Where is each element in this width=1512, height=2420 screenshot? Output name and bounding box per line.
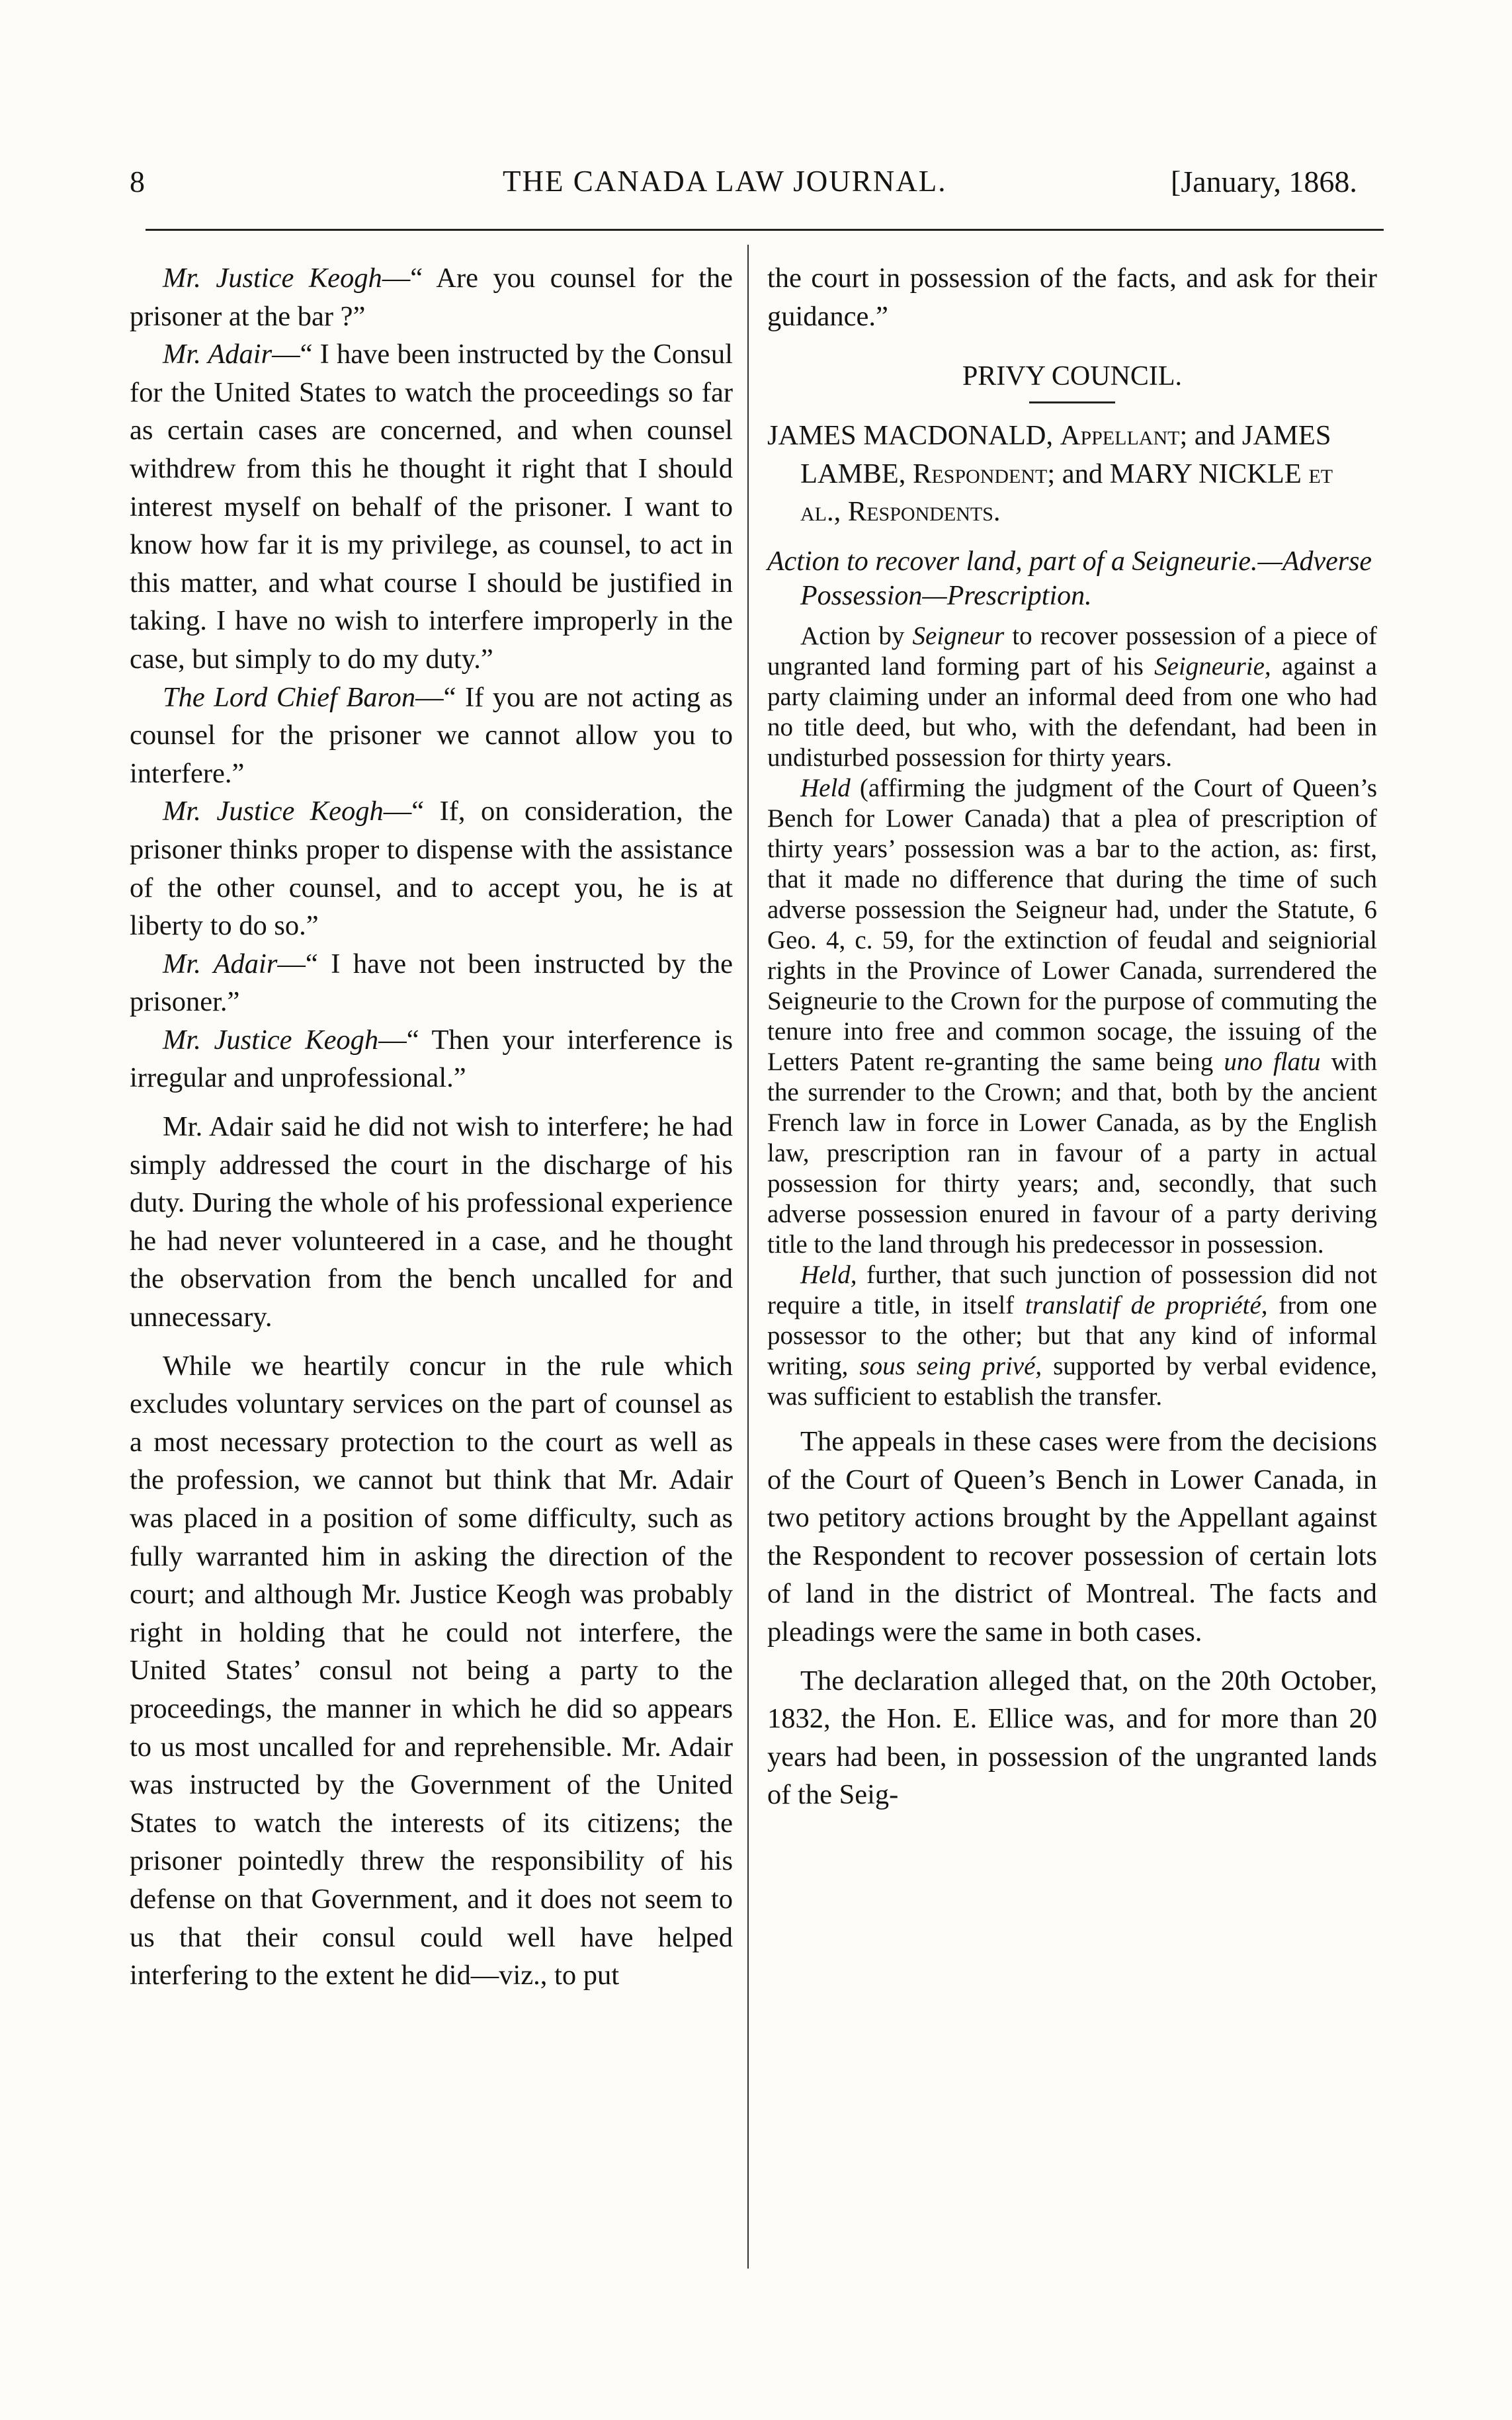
dialogue-text: —“ If you are not acting as counsel for the prisoner we cannot allow you to interfere.” bbox=[130, 681, 733, 789]
editorial-paragraph: While we heartily concur in the rule which excludes voluntary services on the part of counsel as a most necessary protection to the court as well as the profession, we cannot but think that Mr. Adair was placed in a position of some difficulty, such as fully warranted him in asking the direction of the court; and although Mr. Justice Keogh was probably right in holding that he could not interfere, the United States’ consul not being a party to the proceedings, the manner in which he did so appears to us most uncalled for and reprehensible. Mr. Adair was instructed by the Government of the United States to watch the interests of its citizens; the prisoner pointedly threw the responsibility of his defense on that Government, and it does not seem to us that their consul could well have helped interfering to the extent he did—viz., to put bbox=[130, 1350, 733, 1991]
respondent-name: JAMES LAMBE, bbox=[800, 420, 1331, 489]
column-divider bbox=[747, 245, 749, 2269]
dialogue-text: —“ Are you counsel for the prisoner at the bar ?” bbox=[130, 263, 733, 332]
headnote-paragraph: Held (affirming the judgment of the Court of Queen’s Bench for Lower Canada) that a plea of prescription of thirty years’ possession was a bar to the action, as: first, that it made no difference that during the time of such adverse possession the Seigneur had, under the Statute, 6 Geo. 4, c. 59, for the extinction of feudal and seigniorial rights in the Province of Lower Canada, surrendered the Seigneurie to the Crown for the purpose of commuting the tenure into free and common socage, the issuing of the Letters Patent re-granting the same being uno flatu with the surrender to the Crown; and that, both by the ancient French law in force in Lower Canada, as by the English law, prescription ran in favour of a party in actual possession for thirty years; and, secondly, that such adverse possession enured in favour of a party deriving title to the land through his predecessor in possession. bbox=[767, 773, 1378, 1259]
respondents-name: NICKLE bbox=[1198, 458, 1302, 489]
appellant-label: Appellant bbox=[1060, 420, 1180, 452]
body-paragraph: Mr. Adair said he did not wish to interfere; he had simply addressed the court in the discharge of his duty. During the whole of his professional experience he had never volunteered in a case, and he thought the observation from the bench uncalled for and unnecessary. bbox=[130, 1111, 733, 1333]
header-date: [January, 1868. bbox=[1171, 165, 1357, 198]
speaker-name: Mr. Adair bbox=[163, 339, 273, 370]
page-header bbox=[0, 0, 1512, 225]
case-parties: JAMES MACDONALD, Appellant; and JAMES LAMBE, Respondent; and MARY NICKLE et al., Respondents. bbox=[767, 420, 1333, 528]
speaker-name: Mr. Justice Keogh bbox=[163, 796, 384, 827]
dialogue-text: —“ I have not been instructed by the prisoner.” bbox=[130, 948, 733, 1018]
dialogue-paragraph bbox=[130, 1021, 733, 1097]
dialogue-paragraph bbox=[130, 792, 733, 944]
respondent-label: Respondent bbox=[913, 458, 1048, 489]
speaker-name: The Lord Chief Baron bbox=[163, 681, 416, 713]
dialogue-paragraph bbox=[130, 945, 733, 1021]
speaker-name: Mr. Adair bbox=[163, 948, 278, 980]
speaker-name: Mr. Justice Keogh bbox=[163, 1024, 379, 1056]
body-paragraph: The declaration alleged that, on the 20th October, 1832, the Hon. E. Ellice was, and for more than 20 years had been, in possession of the ungranted lands of the Seig- bbox=[767, 1665, 1377, 1811]
section-heading: PRIVY COUNCIL. bbox=[962, 361, 1183, 392]
heading-rule bbox=[1029, 401, 1115, 403]
header-rule bbox=[146, 229, 1384, 231]
dialogue-text: —“ I have been instructed by the Consul for the United States to watch the proceedings so far as certain cases are concerned, and when counsel withdrew from this he thought it right that I should interest myself on behalf of the prisoner. I want to know how far it is my privilege, as counsel, to act in this matter, and what course I should be justified in taking. I have no wish to interfere improperly in the case, but simply to do my duty.” bbox=[130, 339, 733, 675]
appellant-name: JAMES MACDONALD, bbox=[767, 420, 1054, 452]
dialogue-paragraph bbox=[130, 335, 733, 678]
headnote-title: Action to recover land, part of a Seigneurie.—Adverse Possession—Prescription. bbox=[767, 546, 1372, 611]
dialogue-text: —“ Then your interference is irregular and unprofessional.” bbox=[130, 1024, 733, 1094]
speaker-name: Mr. Justice Keogh bbox=[163, 263, 382, 294]
dialogue-text: —“ If, on consideration, the prisoner thinks proper to dispense with the assistance of the other counsel, and to accept you, he is at liberty to do so.” bbox=[130, 796, 733, 942]
left-column bbox=[130, 259, 733, 1995]
headnote-paragraph: Held, further, that such junction of possession did not require a title, in itself translatif de propriété, from one possessor to the other; but that any kind of informal writing, sous seing privé, supported by verbal evidence, was sufficient to establish the transfer. bbox=[767, 1260, 1377, 1411]
dialogue-paragraph bbox=[130, 679, 733, 793]
body-paragraph: The appeals in these cases were from the decisions of the Court of Queen’s Bench in Lower Canada, in two petitory actions brought by the Appellant against the Respondent to recover possession of certain lots of land in the district of Montreal. The facts and pleadings were the same in both cases. bbox=[767, 1425, 1377, 1648]
journal-title: THE CANADA LAW JOURNAL. bbox=[503, 165, 947, 198]
page-number: 8 bbox=[130, 165, 145, 198]
headnote-paragraph: Action by Seigneur to recover possession of a piece of ungranted land forming part of his Seigneurie, against a party claiming under an informal deed from one who had no title deed, but who, with the defendant, had been in undisturbed possession for thirty years. bbox=[767, 621, 1377, 772]
dialogue-paragraph bbox=[130, 259, 733, 335]
continuation-paragraph: the court in possession of the facts, and ask for their guidance.” bbox=[767, 263, 1377, 332]
right-column bbox=[767, 259, 1377, 1814]
respondents-label: Respondents. bbox=[847, 496, 1001, 528]
